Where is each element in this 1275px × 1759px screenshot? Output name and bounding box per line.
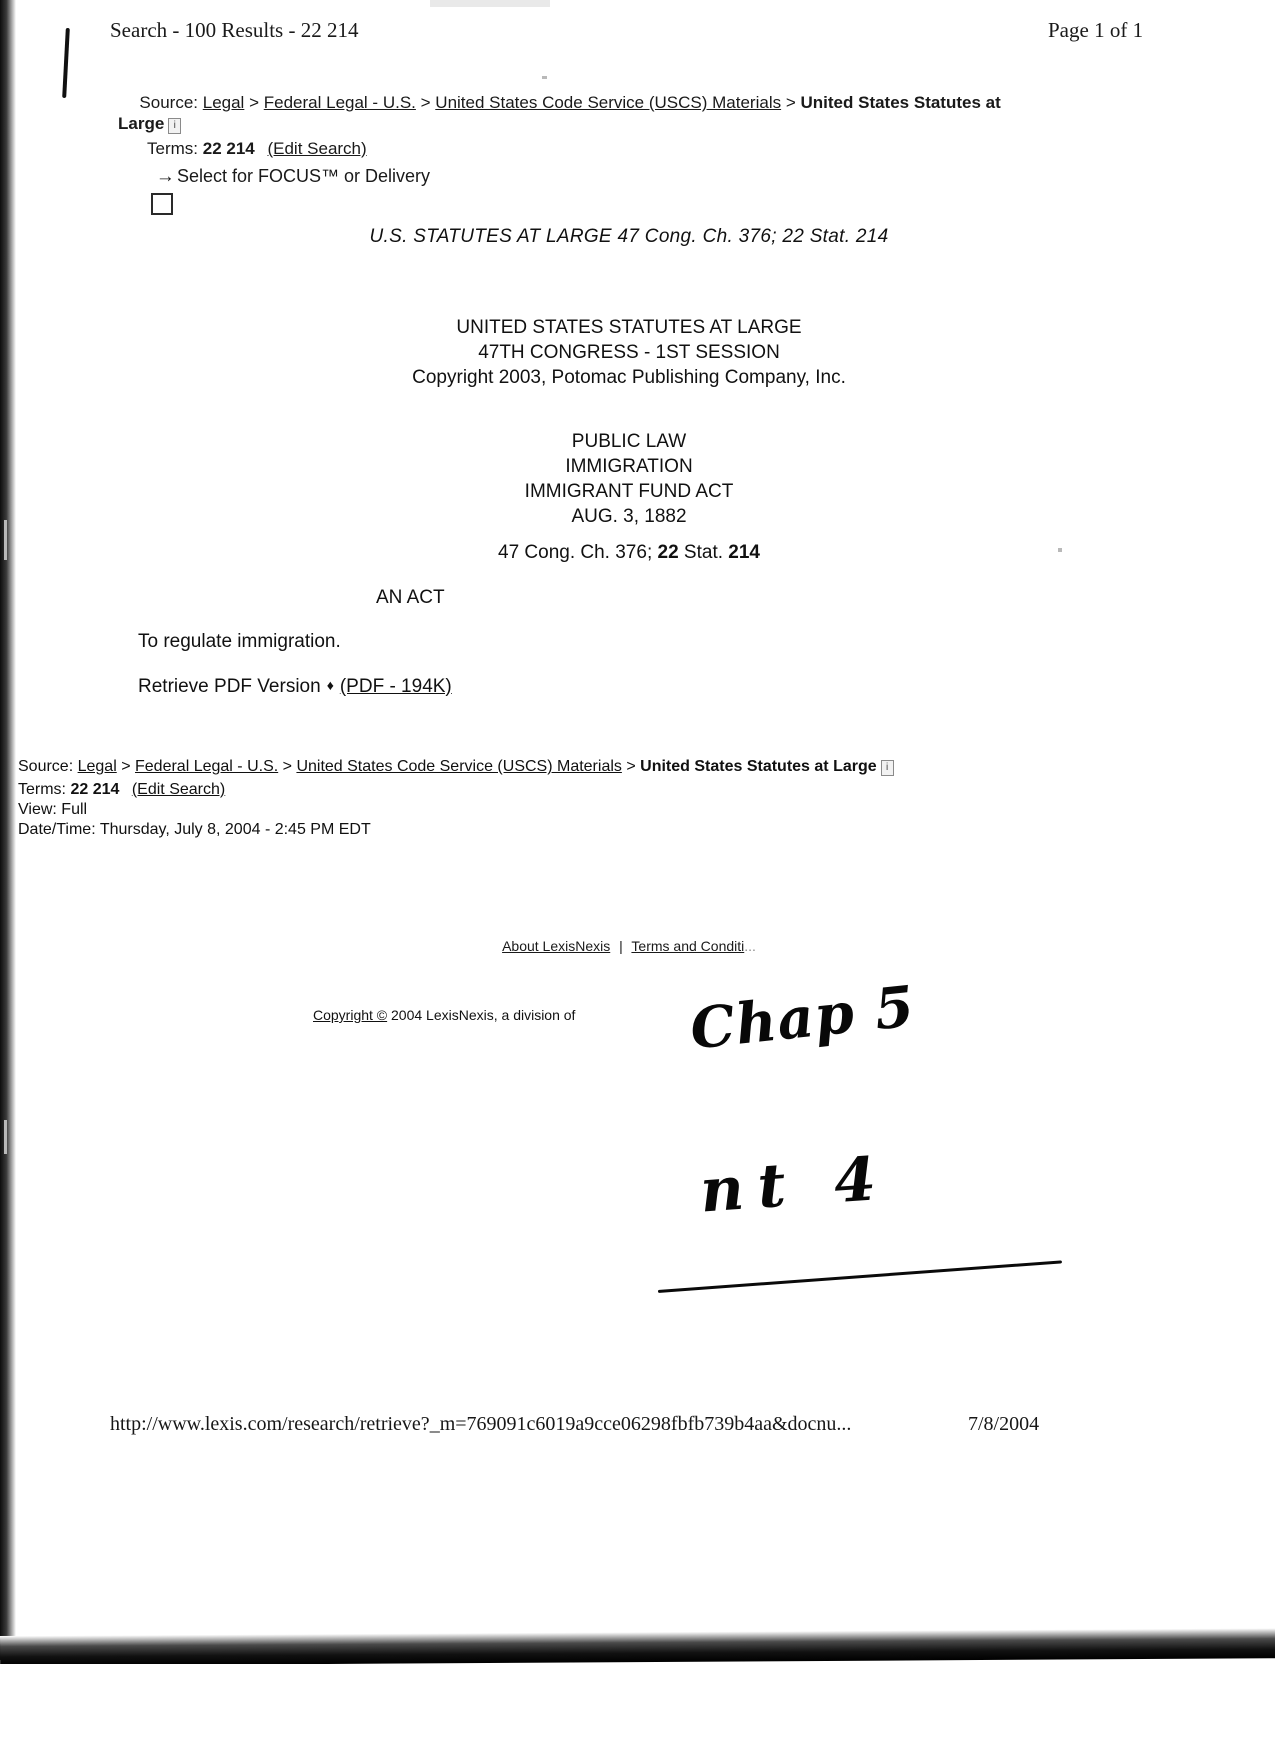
select-for-focus-label: Select for FOCUS™ or Delivery xyxy=(177,166,431,186)
source-current-top: United States Statutes at Large xyxy=(118,93,1001,133)
source-separator-1-bottom: > xyxy=(121,758,131,775)
info-icon[interactable]: i xyxy=(168,118,181,134)
page-header-left: Search - 100 Results - 22 214 xyxy=(110,18,359,42)
source-label-bottom: Source: xyxy=(18,758,74,775)
pdf-link[interactable]: (PDF - 194K) xyxy=(339,676,452,697)
document-select-checkbox[interactable] xyxy=(151,193,173,215)
publication-block xyxy=(18,315,1240,390)
source-link-federal-bottom[interactable]: Federal Legal - U.S. xyxy=(135,758,279,775)
source-separator-2-bottom: > xyxy=(282,758,292,775)
law-line-4: AUG. 3, 1882 xyxy=(571,506,687,527)
retrieve-pdf-row xyxy=(138,676,452,698)
source-current-bottom: United States Statutes at Large xyxy=(640,758,877,775)
source-block-bottom xyxy=(18,757,894,840)
page-header-right: Page 1 of 1 xyxy=(1048,18,1144,42)
scan-speck-left xyxy=(4,520,7,560)
handwritten-stroke xyxy=(658,1260,1062,1293)
source-separator-1-top: > xyxy=(249,93,260,112)
scanned-page xyxy=(18,0,1240,1640)
source-block-top xyxy=(118,92,1018,159)
browser-print-date: 7/8/2004 xyxy=(968,1413,1040,1435)
scan-edge-top-nick xyxy=(430,0,550,7)
footer-pipe: | xyxy=(619,938,623,954)
scan-speck-left-2 xyxy=(4,1120,7,1154)
terms-label-top: Terms: xyxy=(147,139,198,158)
pen-mark-top-left xyxy=(62,28,70,98)
source-separator-3-bottom: > xyxy=(626,758,636,775)
about-lexisnexis-link[interactable]: About LexisNexis xyxy=(502,938,611,954)
scan-speck xyxy=(1058,548,1062,552)
source-separator-3-top: > xyxy=(785,93,796,112)
terms-link-cutoff: ... xyxy=(744,938,756,954)
terms-value-top: 22 214 xyxy=(202,139,255,158)
select-for-focus-row[interactable] xyxy=(156,166,430,188)
source-link-legal-bottom[interactable]: Legal xyxy=(77,758,117,775)
publication-line-1: UNITED STATES STATUTES AT LARGE xyxy=(456,317,802,338)
edit-search-link-bottom[interactable]: (Edit Search) xyxy=(131,781,226,798)
scan-backdrop-bottom xyxy=(0,1664,1275,1759)
scan-edge-bottom xyxy=(0,1628,1275,1666)
focus-arrow-icon: ← xyxy=(156,166,175,187)
source-label-top: Source: xyxy=(139,93,198,112)
source-link-uscs-bottom[interactable]: United States Code Service (USCS) Materials xyxy=(296,758,622,775)
act-text: To regulate immigration. xyxy=(138,631,341,652)
datetime-value: Thursday, July 8, 2004 - 2:45 PM EDT xyxy=(99,821,371,838)
copyright-rest: 2004 LexisNexis, a division of xyxy=(391,1007,576,1023)
publication-line-2: 47TH CONGRESS - 1ST SESSION xyxy=(478,342,780,363)
citation-prefix: 47 Cong. Ch. 376; xyxy=(498,542,658,563)
diamond-icon: ♦ xyxy=(326,677,334,693)
datetime-label: Date/Time: xyxy=(18,821,96,838)
law-block xyxy=(18,429,1240,529)
browser-print-url: http://www.lexis.com/research/retrieve?_m=769091c6019a9cce06298fbfb739b4aa&docnu... xyxy=(110,1413,852,1435)
view-value: Full xyxy=(61,801,88,818)
copyright-line xyxy=(313,1007,575,1023)
scan-speck-top xyxy=(542,76,547,79)
footer-links xyxy=(18,938,1240,954)
law-line-1: PUBLIC LAW xyxy=(571,431,687,452)
terms-label-bottom: Terms: xyxy=(18,781,66,798)
source-link-federal-top[interactable]: Federal Legal - U.S. xyxy=(263,93,416,112)
copyright-word: Copyright © xyxy=(313,1007,388,1023)
document-citation-title: U.S. STATUTES AT LARGE 47 Cong. Ch. 376; 22 Stat. 214 xyxy=(369,226,889,247)
citation-mid: Stat. xyxy=(678,542,729,563)
law-line-3: IMMIGRANT FUND ACT xyxy=(524,481,734,502)
source-separator-2-top: > xyxy=(420,93,431,112)
view-label: View: xyxy=(18,801,57,818)
handwritten-note-top: Chap 5 xyxy=(687,973,919,1063)
info-icon-bottom[interactable]: i xyxy=(881,760,894,776)
statute-citation-line xyxy=(18,540,1240,565)
publication-line-3: Copyright 2003, Potomac Publishing Company, Inc. xyxy=(412,367,846,388)
handwritten-note-bottom: nt 4 xyxy=(697,1143,893,1227)
an-act-heading: AN ACT xyxy=(376,587,445,608)
source-link-uscs-top[interactable]: United States Code Service (USCS) Materials xyxy=(435,93,782,112)
edit-search-link-top[interactable]: (Edit Search) xyxy=(267,139,367,158)
citation-page: 214 xyxy=(728,542,760,563)
source-link-legal-top[interactable]: Legal xyxy=(202,93,245,112)
scan-edge-left xyxy=(0,0,16,1660)
terms-and-conditions-link[interactable]: Terms and Conditi xyxy=(631,938,745,954)
retrieve-pdf-label: Retrieve PDF Version xyxy=(138,676,321,697)
law-line-2: IMMIGRATION xyxy=(565,456,693,477)
citation-volume: 22 xyxy=(657,542,679,563)
terms-value-bottom: 22 214 xyxy=(70,781,120,798)
